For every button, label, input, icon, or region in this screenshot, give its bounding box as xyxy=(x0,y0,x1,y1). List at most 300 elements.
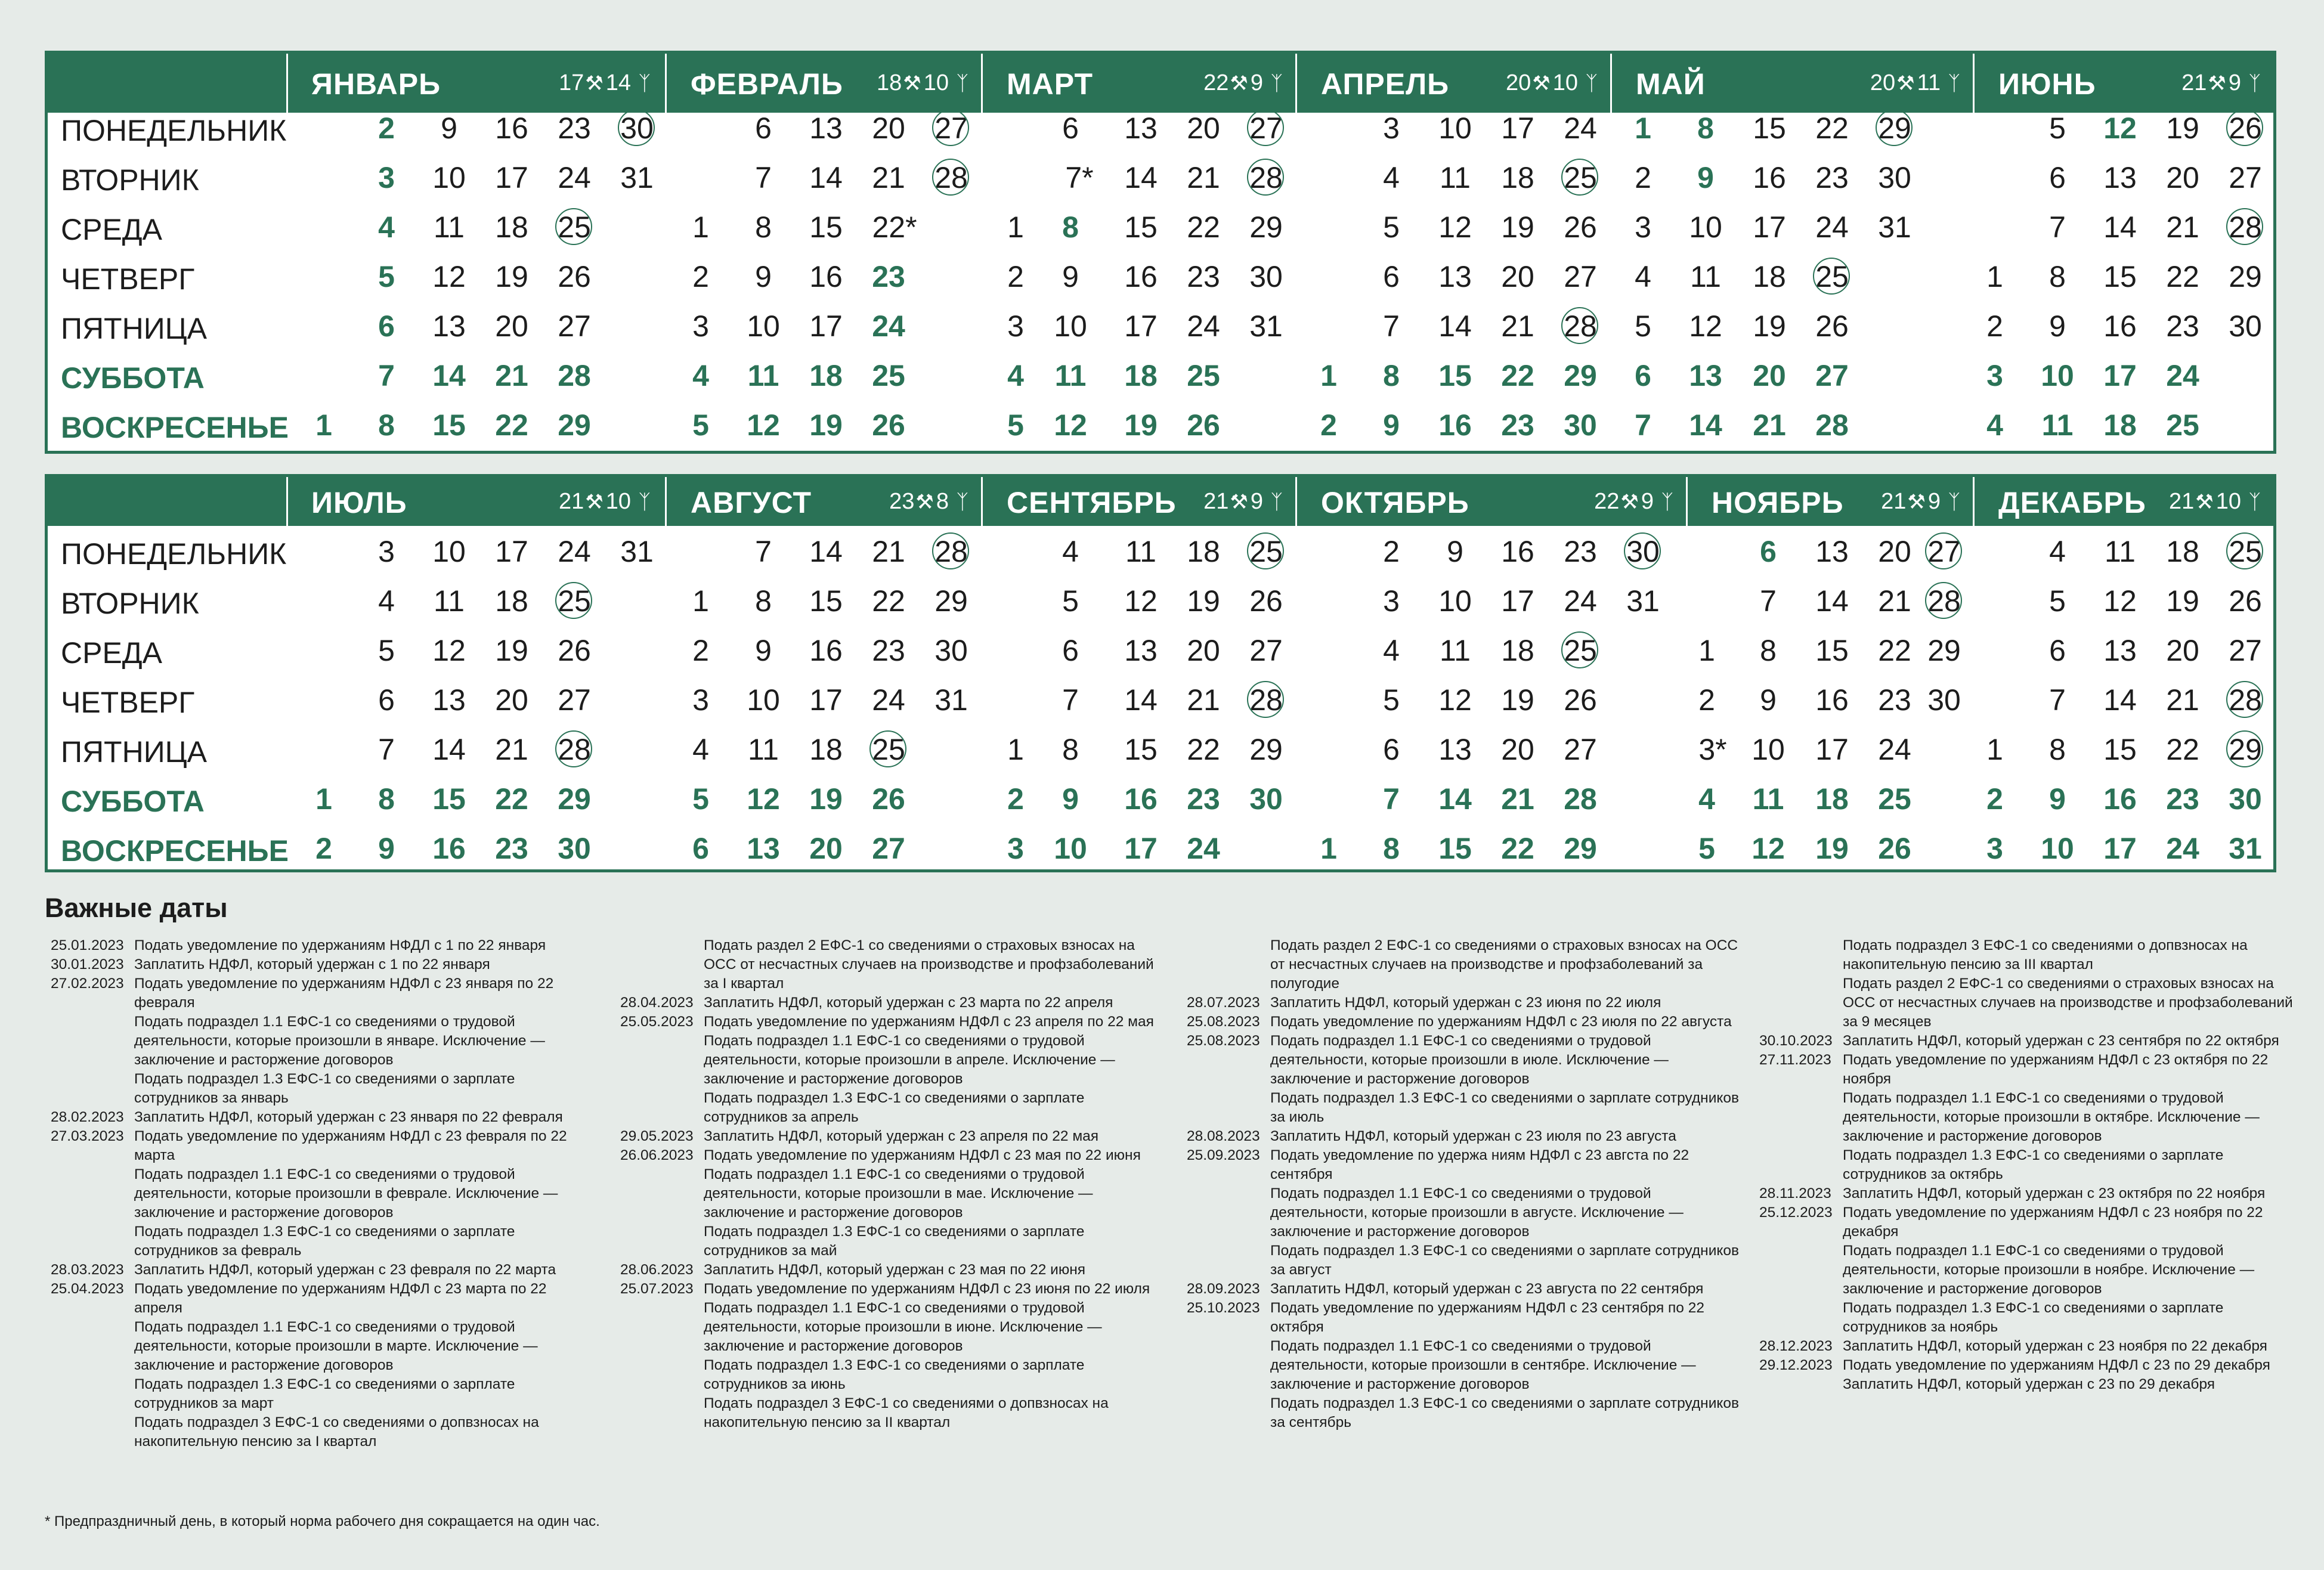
calendar-day: 24 xyxy=(558,161,591,194)
event-item xyxy=(51,1413,575,1451)
calendar-day: 27 xyxy=(558,683,591,717)
event-text: Заплатить НДФЛ, который удержан с 23 ноября по 22 декабря xyxy=(1843,1338,2267,1354)
event-text: Подать уведомление по удержаниям НДФЛ с 23 ноября по 22 декабря xyxy=(1843,1204,2263,1240)
calendar-day: 11 xyxy=(2041,408,2074,442)
calendar-day: 29 xyxy=(558,782,591,816)
event-date: 28.12.2023 xyxy=(1759,1338,1833,1354)
calendar-day: 14 xyxy=(809,161,843,194)
month-header-june xyxy=(1973,54,2275,113)
calendar-day: 12 xyxy=(432,634,466,667)
calendar-day: 12 xyxy=(1054,408,1087,442)
calendar-day: 7 xyxy=(755,535,772,568)
calendar-day: 19 xyxy=(495,634,528,667)
event-text: Заплатить НДФЛ, который удержан с 23 августа по 22 сентября xyxy=(1270,1281,1704,1297)
event-item xyxy=(1187,1280,1747,1299)
calendar-day: 27 xyxy=(1249,634,1283,667)
event-item xyxy=(620,1165,1157,1222)
event-text: Подать подраздел 1.1 ЕФС-1 со сведениями о трудовой деятельности, которые произошли в июне. Исключение — заключение и расторжение договоров xyxy=(704,1300,1102,1354)
calendar-day: 5 xyxy=(1383,210,1400,244)
hammer-pick-icon: ⚒ xyxy=(1907,491,1926,513)
event-text: Заплатить НДФЛ, который удержан с 23 марта по 22 апреля xyxy=(704,995,1113,1011)
month-header-november xyxy=(1686,477,1975,526)
event-text: Заплатить НДФЛ, который удержан с 23 октября по 22 ноября xyxy=(1843,1185,2266,1202)
event-text: Подать подраздел 1.1 ЕФС-1 со сведениями о трудовой деятельности, которые произошли в ноябре. Исключение — заключение и расторжение договоров xyxy=(1843,1243,2255,1297)
event-item xyxy=(51,1318,575,1375)
calendar-day: 10 xyxy=(1054,832,1087,865)
hammer-pick-icon: ⚒ xyxy=(1896,72,1915,95)
calendar-day: 20 xyxy=(1753,359,1786,392)
calendar-day: 14 xyxy=(1124,161,1158,194)
calendar-day: 28 xyxy=(924,534,978,569)
calendar-day: 27 xyxy=(924,110,978,146)
event-text: Подать уведомление по удержаниям НФДЛ с 23 февраля по 22 марта xyxy=(134,1128,567,1163)
event-item xyxy=(51,1127,575,1165)
calendar-day: 18 xyxy=(2166,535,2199,568)
month-header-april xyxy=(1295,54,1612,113)
calendar-day: 13 xyxy=(809,112,843,145)
calendar-day: 2 xyxy=(1986,309,2003,343)
event-date: 25.07.2023 xyxy=(620,1281,694,1297)
calendar-day: 11 xyxy=(2105,535,2136,568)
calendar-day: 11 xyxy=(1440,161,1471,194)
hours-count: 14 xyxy=(605,70,632,95)
calendar-day: 4 xyxy=(692,733,709,766)
calendar-day: 22 xyxy=(495,408,528,442)
calendar-day: 30 xyxy=(1616,534,1670,569)
calendar-day: 29 xyxy=(1927,634,1961,667)
day-label-tuesday: ВТОРНИК xyxy=(61,587,199,620)
event-text: Подать раздел 2 ЕФС-1 со сведениями о страховых взносах на ОСС от несчастных случаев на производстве и профзаболеваний за полугодие xyxy=(1270,937,1738,992)
calendar-day: 19 xyxy=(1815,832,1849,865)
event-date: 25.05.2023 xyxy=(620,1014,694,1030)
hours-count: 9 xyxy=(1250,489,1264,514)
calendar-day: 19 xyxy=(809,408,843,442)
calendar-day: 10 xyxy=(2041,832,2074,865)
day-label-saturday: СУББОТА xyxy=(61,785,205,818)
event-item xyxy=(1187,1184,1747,1241)
event-date: 25.09.2023 xyxy=(1187,1147,1260,1163)
event-item xyxy=(1759,1337,2308,1356)
calendar-day: 18 xyxy=(2103,408,2137,442)
calendar-first-half xyxy=(45,51,2276,454)
calendar-day: 24 xyxy=(2166,832,2199,865)
calendar-day: 30 xyxy=(2229,782,2262,816)
calendar-day: 19 xyxy=(2166,112,2199,145)
calendar-day: 24 xyxy=(1878,733,1911,766)
calendar-day: 27 xyxy=(2229,634,2262,667)
glass-icon: ᛉ xyxy=(1948,72,1960,95)
glass-icon: ᛉ xyxy=(956,491,968,513)
glass-icon: ᛉ xyxy=(638,491,651,513)
calendar-day: 11 xyxy=(1752,782,1784,816)
month-name: ОКТЯБРЬ xyxy=(1321,486,1469,519)
calendar-day: 27 xyxy=(1564,733,1597,766)
calendar-day: 18 xyxy=(809,359,843,392)
calendar-day: 15 xyxy=(1438,359,1472,392)
event-date: 25.12.2023 xyxy=(1759,1204,1833,1221)
header-divider xyxy=(286,54,288,113)
calendar-day: 28 xyxy=(1554,308,1607,344)
calendar-day: 24 xyxy=(872,309,905,343)
calendar-day: 17 xyxy=(1501,584,1534,618)
month-header-july xyxy=(287,477,665,526)
calendar-day: 26 xyxy=(1564,210,1597,244)
event-item xyxy=(620,1032,1157,1089)
event-text: Подать раздел 2 ЕФС-1 со сведениями о страховых взносах на ОСС от несчастных случаев на производстве и профзаболеваний за I квартал xyxy=(704,937,1154,992)
calendar-day: 3 xyxy=(1007,309,1024,343)
day-label-sunday: ВОСКРЕСЕНЬЕ xyxy=(61,834,289,868)
calendar-day: 16 xyxy=(809,260,843,293)
calendar-day: 20 xyxy=(1878,535,1911,568)
event-item xyxy=(1759,974,2308,1032)
event-item xyxy=(620,1089,1157,1127)
calendar-day: 19 xyxy=(1501,210,1534,244)
calendar-day: 8 xyxy=(1383,832,1400,865)
calendar-day: 16 xyxy=(1753,161,1786,194)
calendar-day: 27 xyxy=(1917,534,1971,569)
calendar-day: 1 xyxy=(692,584,709,618)
glass-icon: ᛉ xyxy=(1270,72,1283,95)
calendar-day: 21 xyxy=(1501,309,1534,343)
calendar-day: 8 xyxy=(1062,210,1079,244)
event-item xyxy=(1187,1146,1747,1184)
day-label-wednesday: СРЕДА xyxy=(61,636,163,670)
calendar-day: 10 xyxy=(432,161,466,194)
calendar-day: 12 xyxy=(432,260,466,293)
event-text: Подать подраздел 1.3 ЕФС-1 со сведениями о зарплате сотрудников за октябрь xyxy=(1843,1147,2224,1182)
calendar-day: 7 xyxy=(378,733,395,766)
calendar-day: 28 xyxy=(1239,160,1293,196)
calendar-day: 30 xyxy=(1878,161,1911,194)
event-date: 25.04.2023 xyxy=(51,1281,124,1297)
work-days-count: 21 xyxy=(558,489,584,514)
event-item xyxy=(620,1299,1157,1356)
calendar-day: 23 xyxy=(1815,161,1849,194)
glass-icon: ᛉ xyxy=(956,72,968,95)
calendar-day: 13 xyxy=(747,832,780,865)
calendar-day: 17 xyxy=(809,309,843,343)
calendar-day: 2 xyxy=(1635,161,1651,194)
header-divider xyxy=(286,477,288,526)
calendar-day: 30 xyxy=(1564,408,1597,442)
calendar-day: 4 xyxy=(2049,535,2066,568)
calendar-day: 12 xyxy=(1124,584,1158,618)
month-header-january xyxy=(287,54,665,113)
event-date: 27.02.2023 xyxy=(51,976,124,992)
calendar-day: 19 xyxy=(1187,584,1220,618)
calendar-day: 15 xyxy=(1815,634,1849,667)
calendar-day: 18 xyxy=(1815,782,1849,816)
calendar-day: 29 xyxy=(1868,110,1921,146)
month-name: ИЮНЬ xyxy=(1998,67,2096,101)
calendar-day: 3 xyxy=(1986,359,2003,392)
calendar-day: 23 xyxy=(1187,782,1220,816)
calendar-day: 1 xyxy=(692,210,709,244)
month-name: НОЯБРЬ xyxy=(1712,486,1844,519)
calendar-day: 2 xyxy=(1986,782,2003,816)
event-item xyxy=(620,1012,1157,1032)
calendar-day: 25 xyxy=(1805,259,1859,295)
event-item xyxy=(1759,1032,2308,1051)
calendar-day: 16 xyxy=(2103,782,2137,816)
calendar-day: 4 xyxy=(378,210,395,244)
hours-count: 9 xyxy=(1927,489,1941,514)
calendar-day: 16 xyxy=(1501,535,1534,568)
calendar-day: 8 xyxy=(378,408,395,442)
calendar-day: 29 xyxy=(2218,732,2272,767)
event-text: Подать уведомление по удержаниям НДФЛ с 23 января по 22 февраля xyxy=(134,976,554,1011)
calendar-day: 14 xyxy=(1438,309,1472,343)
calendar-day: 26 xyxy=(1815,309,1849,343)
calendar-day: 30 xyxy=(1927,683,1961,717)
month-header-august xyxy=(665,477,983,526)
calendar-day: 7* xyxy=(1065,161,1094,194)
month-header-september xyxy=(981,477,1297,526)
event-date: 25.08.2023 xyxy=(1187,1033,1260,1049)
calendar-day: 22 xyxy=(1187,210,1220,244)
calendar-day: 24 xyxy=(872,683,905,717)
calendar-day: 9 xyxy=(1062,782,1079,816)
event-item xyxy=(51,936,575,955)
calendar-day: 6 xyxy=(1383,260,1400,293)
calendar-day: 12 xyxy=(1689,309,1722,343)
event-item xyxy=(1187,1032,1747,1089)
calendar-day: 31 xyxy=(1249,309,1283,343)
day-label-friday: ПЯТНИЦА xyxy=(61,735,207,769)
month-header-december xyxy=(1973,477,2275,526)
calendar-day: 7 xyxy=(1383,309,1400,343)
month-name: АПРЕЛЬ xyxy=(1321,67,1450,101)
calendar-day: 19 xyxy=(809,782,843,816)
work-days-count: 23 xyxy=(889,489,915,514)
work-days-count: 18 xyxy=(876,70,902,95)
work-days-count: 20 xyxy=(1505,70,1531,95)
events-column-1 xyxy=(51,936,575,1451)
calendar-day: 16 xyxy=(432,832,466,865)
calendar-day: 7 xyxy=(1760,584,1777,618)
calendar-day: 1 xyxy=(1007,733,1024,766)
calendar-day: 17 xyxy=(809,683,843,717)
calendar-day: 1 xyxy=(1635,112,1651,145)
calendar-day: 6 xyxy=(1760,535,1777,568)
calendar-day: 3 xyxy=(378,535,395,568)
calendar-day: 30 xyxy=(934,634,968,667)
calendar-day: 2 xyxy=(315,832,332,865)
calendar-day: 28 xyxy=(2218,682,2272,718)
calendar-day: 9 xyxy=(1062,260,1079,293)
calendar-day: 19 xyxy=(1124,408,1158,442)
calendar-day: 6 xyxy=(1383,733,1400,766)
calendar-day: 28 xyxy=(924,160,978,196)
calendar-day: 20 xyxy=(872,112,905,145)
calendar-day: 17 xyxy=(495,535,528,568)
calendar-day: 7 xyxy=(1383,782,1400,816)
calendar-day: 26 xyxy=(2229,584,2262,618)
work-days-count: 22 xyxy=(1203,70,1229,95)
calendar-day: 6 xyxy=(378,309,395,343)
calendar-day: 2 xyxy=(1320,408,1337,442)
calendar-day: 3* xyxy=(1698,733,1727,766)
calendar-day: 18 xyxy=(1187,535,1220,568)
calendar-day: 9 xyxy=(2049,309,2066,343)
day-label-saturday: СУББОТА xyxy=(61,361,205,395)
event-item xyxy=(51,955,575,974)
calendar-day: 31 xyxy=(934,683,968,717)
calendar-day: 6 xyxy=(2049,161,2066,194)
event-date: 29.12.2023 xyxy=(1759,1357,1833,1373)
calendar-day: 6 xyxy=(1062,112,1079,145)
month-name: ИЮЛЬ xyxy=(311,486,407,519)
event-item xyxy=(620,1280,1157,1299)
calendar-day: 4 xyxy=(1986,408,2003,442)
calendar-day: 13 xyxy=(2103,634,2137,667)
calendar-day: 14 xyxy=(2103,210,2137,244)
event-text: Заплатить НДФЛ, который удержан с 23 по 29 декабря xyxy=(1843,1376,2215,1392)
event-text: Заплатить НДФЛ, который удержан с 23 февраля по 22 марта xyxy=(134,1262,556,1278)
calendar-day: 15 xyxy=(432,782,466,816)
event-text: Подать подраздел 1.1 ЕФС-1 со сведениями о трудовой деятельности, которые произошли в августе. Исключение — заключение и расторжение договоров xyxy=(1270,1185,1684,1240)
calendar-day: 14 xyxy=(432,733,466,766)
calendar-day: 9 xyxy=(441,112,457,145)
event-item xyxy=(620,1127,1157,1146)
event-text: Подать подраздел 1.1 ЕФС-1 со сведениями о трудовой деятельности, которые произошли в апреле. Исключение — заключение и расторжение договоров xyxy=(704,1033,1115,1087)
event-text: Заплатить НДФЛ, который удержан с 1 по 22 января xyxy=(134,956,490,973)
work-days-count: 22 xyxy=(1594,489,1620,514)
calendar-day: 17 xyxy=(1124,309,1158,343)
calendar-day: 4 xyxy=(1698,782,1715,816)
calendar-day: 30 xyxy=(610,110,664,146)
event-date: 29.05.2023 xyxy=(620,1128,694,1144)
event-item xyxy=(51,1261,575,1280)
hours-count: 8 xyxy=(936,489,949,514)
hammer-pick-icon: ⚒ xyxy=(2208,72,2226,95)
glass-icon: ᛉ xyxy=(2248,72,2261,95)
events-column-2 xyxy=(620,936,1157,1432)
hammer-pick-icon: ⚒ xyxy=(1230,491,1248,513)
event-text: Подать подраздел 1.3 ЕФС-1 со сведениями о зарплате сотрудников за февраль xyxy=(134,1224,515,1259)
calendar-day: 21 xyxy=(1878,584,1911,618)
event-text: Заплатить НДФЛ, который удержан с 23 апреля по 22 мая xyxy=(704,1128,1099,1144)
event-item xyxy=(1759,1375,2308,1394)
calendar-day: 29 xyxy=(558,408,591,442)
calendar-day: 26 xyxy=(872,408,905,442)
event-text: Подать уведомление по удержаниям НДФЛ с 23 июня по 22 июля xyxy=(704,1281,1150,1297)
calendar-day: 24 xyxy=(1815,210,1849,244)
glass-icon: ᛉ xyxy=(1270,491,1283,513)
calendar-day: 26 xyxy=(558,634,591,667)
calendar-day: 8 xyxy=(2049,260,2066,293)
calendar-day: 10 xyxy=(747,309,780,343)
calendar-day: 18 xyxy=(495,584,528,618)
calendar-day: 4 xyxy=(1007,359,1024,392)
calendar-day: 22 xyxy=(1501,359,1534,392)
hammer-pick-icon: ⚒ xyxy=(1532,72,1551,95)
calendar-day: 17 xyxy=(2103,359,2137,392)
calendar-day: 3 xyxy=(692,683,709,717)
calendar-day: 23 xyxy=(872,260,905,293)
hours-count: 9 xyxy=(2228,70,2242,95)
event-date: 28.11.2023 xyxy=(1759,1185,1831,1202)
event-text: Подать подраздел 1.1 ЕФС-1 со сведениями о трудовой деятельности, которые произошли в июле. Исключение — заключение и расторжение договоров xyxy=(1270,1033,1669,1087)
calendar-day: 12 xyxy=(1751,832,1785,865)
calendar-day: 16 xyxy=(809,634,843,667)
month-header-bar xyxy=(48,477,2273,526)
calendar-day: 25 xyxy=(547,209,601,245)
calendar-day: 8 xyxy=(1697,112,1714,145)
month-name: ДЕКАБРЬ xyxy=(1998,486,2146,519)
event-text: Заплатить НДФЛ, который удержан с 23 июня по 22 июля xyxy=(1270,995,1661,1011)
calendar-day: 22 xyxy=(495,782,528,816)
calendar-day: 24 xyxy=(1187,832,1220,865)
event-item xyxy=(1759,1241,2308,1299)
calendar-day: 31 xyxy=(1878,210,1911,244)
hours-count: 10 xyxy=(1552,70,1579,95)
calendar-day: 20 xyxy=(1501,733,1534,766)
calendar-day: 12 xyxy=(1438,683,1472,717)
event-text: Подать подраздел 1.3 ЕФС-1 со сведениями о зарплате сотрудников за март xyxy=(134,1376,515,1411)
calendar-day: 16 xyxy=(1438,408,1472,442)
calendar-day: 20 xyxy=(1501,260,1534,293)
calendar-day: 21 xyxy=(872,161,905,194)
event-text: Подать уведомление по удержаниям НДФЛ с 23 октября по 22 ноября xyxy=(1843,1052,2269,1087)
calendar-day: 26 xyxy=(558,260,591,293)
calendar-day: 5 xyxy=(692,782,709,816)
event-item xyxy=(1187,936,1747,993)
event-text: Подать уведомление по удержа ниям НДФЛ с 23 авгста по 22 сентября xyxy=(1270,1147,1689,1182)
event-text: Подать уведомление по удержаниям НФДЛ с 1 по 22 января xyxy=(134,937,546,953)
event-item xyxy=(620,1356,1157,1394)
calendar-day: 1 xyxy=(1698,634,1715,667)
calendar-day: 3 xyxy=(1383,112,1400,145)
event-text: Подать подраздел 3 ЕФС-1 со сведениями о допвзносах на накопительную пенсию за III квартал xyxy=(1843,937,2248,973)
calendar-day: 15 xyxy=(2103,260,2137,293)
calendar-day: 25 xyxy=(1554,160,1607,196)
event-date: 28.09.2023 xyxy=(1187,1281,1260,1297)
calendar-day: 18 xyxy=(495,210,528,244)
calendar-day: 23 xyxy=(2166,782,2199,816)
event-item xyxy=(1759,1203,2308,1241)
event-item xyxy=(1187,1337,1747,1394)
calendar-day: 15 xyxy=(1438,832,1472,865)
calendar-day: 4 xyxy=(378,584,395,618)
calendar-day: 3 xyxy=(692,309,709,343)
event-text: Подать подраздел 1.3 ЕФС-1 со сведениями о зарплате сотрудников за ноябрь xyxy=(1843,1300,2224,1335)
calendar-day: 25 xyxy=(547,583,601,619)
event-item xyxy=(1187,1127,1747,1146)
calendar-day: 21 xyxy=(1753,408,1786,442)
day-label-sunday: ВОСКРЕСЕНЬЕ xyxy=(61,411,289,444)
calendar-day: 15 xyxy=(2103,733,2137,766)
calendar-day: 13 xyxy=(1124,112,1158,145)
calendar-day: 25 xyxy=(862,732,915,767)
calendar-day: 10 xyxy=(747,683,780,717)
glass-icon: ᛉ xyxy=(1661,491,1673,513)
calendar-day: 1 xyxy=(1986,733,2003,766)
hammer-pick-icon: ⚒ xyxy=(1620,491,1639,513)
calendar-day: 14 xyxy=(1689,408,1722,442)
calendar-day: 15 xyxy=(1753,112,1786,145)
calendar-day: 7 xyxy=(378,359,395,392)
calendar-day: 16 xyxy=(1124,782,1158,816)
calendar-day: 4 xyxy=(1062,535,1079,568)
event-date: 28.04.2023 xyxy=(620,995,694,1011)
calendar-day: 29 xyxy=(934,584,968,618)
event-text: Подать подраздел 1.3 ЕФС-1 со сведениями о зарплате сотрудников за июнь xyxy=(704,1357,1085,1392)
calendar-day: 18 xyxy=(1501,634,1534,667)
event-text: Подать уведомление по удержаниям НДФЛ с 23 мая по 22 июня xyxy=(704,1147,1141,1163)
calendar-day: 6 xyxy=(1635,359,1651,392)
calendar-day: 11 xyxy=(434,210,465,244)
